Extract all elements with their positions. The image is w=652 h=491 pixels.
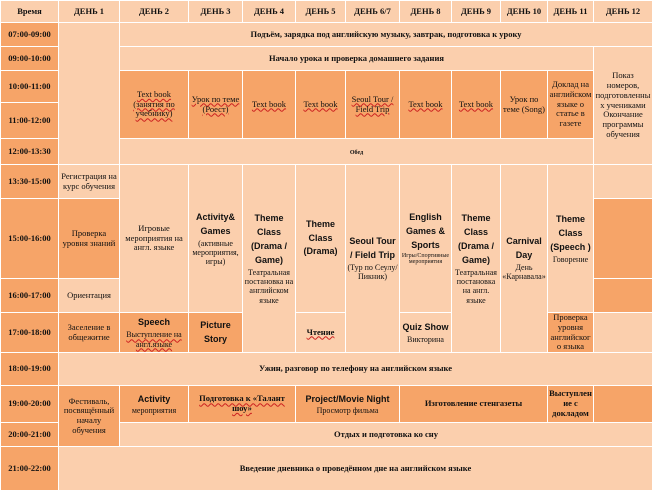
day8-quiz-cell [400,313,452,353]
diary-cell: Введение дневника о проведённом дне на английском языке [59,447,652,491]
day67-tour-afternoon-cell [346,165,400,353]
day4-textbook-cell [243,71,296,139]
time-cell: 07:00-09:00 [1,23,59,47]
day12-afternoon-empty [594,165,652,199]
day12-finale-cell: Показ номеров, подготовленных учениками Окончание программы обучения [594,47,652,165]
header-day-8: ДЕНЬ 8 [400,1,452,23]
day9-theme-sub: Театральная постановка на англ. языке [453,268,499,305]
day12-1900-empty [594,386,652,423]
day1-orientation-cell: Ориентация [59,279,120,313]
day10-carnival-sub: День «Карнавала» [502,263,546,281]
day3-poem-text: Урок по теме (Роест) [192,94,240,114]
time-cell: 10:00-11:00 [1,71,59,103]
header-day-5: ДЕНЬ 5 [296,1,346,23]
row-0700 [1,23,652,47]
header-day-2: ДЕНЬ 2 [120,1,189,23]
day2-textbook-cell [120,71,189,139]
time-cell: 12:00-13:30 [1,139,59,165]
rest-cell: Отдых и подготовка ко сну [120,423,652,447]
day3-activity-cell [189,165,243,313]
header-day-4: ДЕНЬ 4 [243,1,296,23]
day2-speech-sub: Выступление на англ.языке [121,330,187,348]
day5-theme-title: Theme Class (Drama) [303,219,337,257]
time-cell: 18:00-19:00 [1,353,59,386]
day8-quiz-sub: Викторина [401,335,450,344]
lesson-start-cell: Начало урока и проверка домашнего задания [120,47,594,71]
day8-games-title: English Games & Sports [406,212,445,250]
day5-textbook-cell [296,71,346,139]
talent-show-text: Подготовка к «Талант шоу» [199,393,285,413]
time-cell: 15:00-16:00 [1,199,59,279]
day5-theme-cell [296,165,346,313]
day10-carnival-title: Carnival Day [506,236,542,260]
talent-show-cell [189,386,296,423]
day2-speech-cell [120,313,189,353]
row-1800 [1,353,652,386]
newspaper-cell: Изготовление стенгазеты [400,386,548,423]
day9-textbook-text: Text book [459,99,493,109]
movie-night-sub: Просмотр фильма [297,406,398,415]
time-cell: 19:00-20:00 [1,386,59,423]
day8-textbook-text: Text book [408,99,442,109]
day67-tour-sub: (Тур по Сеулу/ Пикник) [347,263,398,281]
movie-night-title: Project/Movie Night [305,394,389,404]
day10-song-cell: Урок по теме (Song) [501,71,548,139]
day8-quiz-title: Quiz Show [403,322,449,332]
day11-report-evening-cell: Выступление с докладом [548,386,594,423]
header-day-1: ДЕНЬ 1 [59,1,120,23]
day2-activity-sub: мероприятия [121,406,187,415]
day12-1600-empty [594,279,652,313]
day1-registration-cell: Регистрация на курс обучения [59,165,120,199]
header-day-10: ДЕНЬ 10 [501,1,548,23]
header-day-6-7: ДЕНЬ 6/7 [346,1,400,23]
row-2100 [1,447,652,491]
day1-festival-cell: Фестиваль, посвящённый началу обучения [59,386,120,447]
day12-1700-empty [594,313,652,353]
day4-theme-title: Theme Class (Drama / Game) [251,213,287,265]
movie-night-cell [296,386,400,423]
day8-games-cell [400,165,452,313]
row-1700 [1,313,652,353]
day3-picture-story-text: Picture Story [200,320,231,344]
wakeup-cell: Подъём, зарядка под английскую музыку, завтрак, подготовка к уроку [120,23,652,47]
day8-games-sub: Игры/Спортивные мероприятия [401,253,450,266]
day11-speech-sub: Говорение [549,255,592,264]
day1-check-in-cell: Заселение в общежитие [59,313,120,353]
day5-textbook-text: Text book [303,99,337,109]
time-cell: 21:00-22:00 [1,447,59,491]
day4-textbook-text: Text book [252,99,286,109]
day11-speech-cell [548,165,594,313]
day2-games-cell: Игровые мероприятия на англ. языке [120,165,189,313]
day11-speech-title: Theme Class (Speech ) [550,214,591,252]
day9-theme-cell [452,165,501,353]
day4-theme-sub: Театральная постановка на английском языке [244,268,294,305]
header-day-9: ДЕНЬ 9 [452,1,501,23]
header-time: Время [1,1,59,23]
day3-poem-cell [189,71,243,139]
day67-tour-cell [346,71,400,139]
day8-textbook-cell [400,71,452,139]
day11-level-check-cell: Проверка уровня английского языка [548,313,594,353]
day2-textbook-text: Text book (занятия по учебнику) [133,89,175,119]
day67-tour-title: Seoul Tour / Field Trip [349,236,395,260]
day2-speech-title: Speech [138,317,170,327]
day9-theme-title: Theme Class (Drama / Game) [458,213,494,265]
header-row [1,1,652,23]
day2-activity-title: Activity [138,394,171,404]
day2-activity-cell [120,386,189,423]
time-cell: 17:00-18:00 [1,313,59,353]
day3-activity-title: Activity& Games [196,212,235,236]
header-day-11: ДЕНЬ 11 [548,1,594,23]
day3-picture-story-cell [189,313,243,353]
day1-level-check-cell: Проверка уровня знаний [59,199,120,279]
day5-reading-cell [296,313,346,353]
time-cell: 11:00-12:00 [1,103,59,139]
row-1900 [1,386,652,423]
day10-carnival-cell [501,165,548,353]
dinner-cell: Ужин, разговор по телефону на английском языке [59,353,652,386]
day5-reading-text: Чтение [307,327,335,337]
day1-morning-empty [59,23,120,165]
day11-report-cell: Доклад на английском языке о статье в газете [548,71,594,139]
time-cell: 20:00-21:00 [1,423,59,447]
header-day-12: ДЕНЬ 12 [594,1,652,23]
time-cell: 16:00-17:00 [1,279,59,313]
header-day-3: ДЕНЬ 3 [189,1,243,23]
day67-tour-text: Seoul Tour / Field Trip [352,94,394,114]
time-cell: 09:00-10:00 [1,47,59,71]
day12-1500-empty [594,199,652,279]
lunch-text: Обед [350,150,363,156]
day9-textbook-cell [452,71,501,139]
lunch-cell [120,139,594,165]
day3-activity-sub: (активные мероприятия, игры) [190,239,241,267]
row-1330 [1,165,652,199]
time-cell: 13:30-15:00 [1,165,59,199]
day4-theme-cell [243,165,296,353]
